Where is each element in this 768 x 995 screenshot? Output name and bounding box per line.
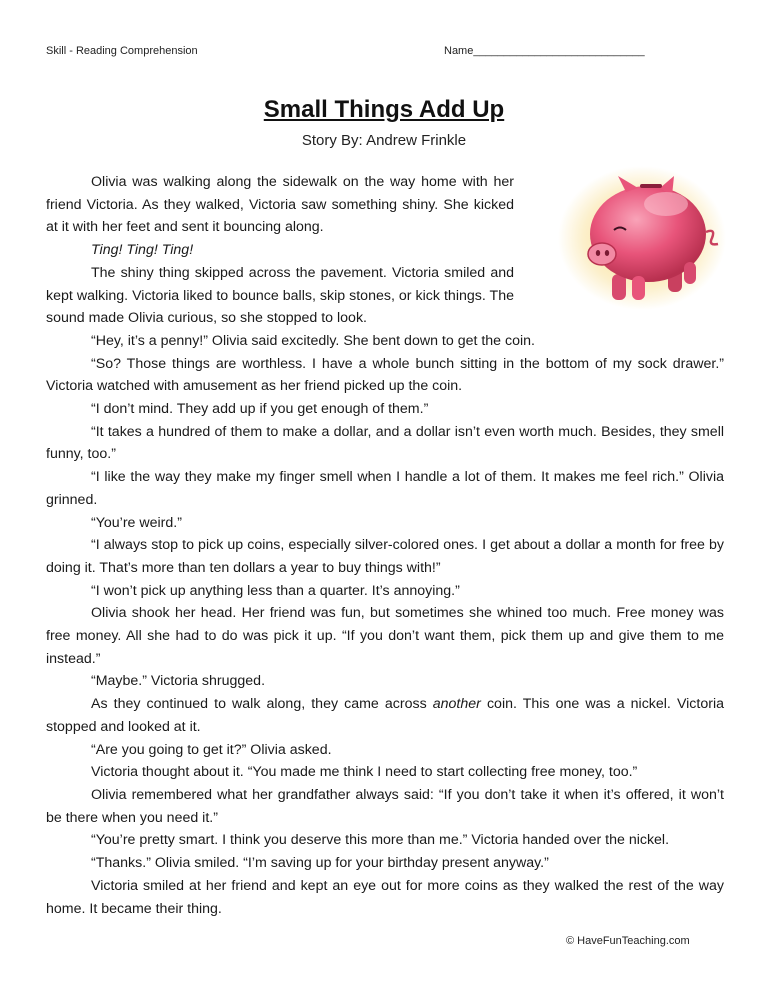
- paragraph-text: As they continued to walk along, they came across: [91, 696, 433, 713]
- sound-effect-text: Ting! Ting! Ting!: [91, 242, 194, 259]
- paragraph: Victoria thought about it. “You made me think I need to start collecting free money, too.”: [91, 764, 638, 781]
- story-text: [46, 171, 724, 920]
- paragraph: “I won’t pick up anything less than a quarter. It’s annoying.”: [91, 582, 460, 599]
- paragraph: “You’re pretty smart. I think you deserve this more than me.” Victoria handed over the nickel.: [91, 832, 670, 849]
- paragraph-text: coin. This one was a nickel. Victoria stopped and looked at it.: [46, 696, 724, 735]
- emphasis-text: another: [432, 696, 481, 713]
- paragraph: [46, 239, 724, 262]
- paragraph: The shiny thing skipped across the pavement. Victoria smiled and kept walking. Victoria liked to bounce balls, skip stones, or kick things. The sound made Olivia curious, so she stopped to look.: [46, 264, 514, 327]
- skill-label: Skill - Reading Comprehension: [46, 45, 198, 57]
- paragraph: “Hey, it’s a penny!” Olivia said excitedly. She bent down to get the coin.: [91, 332, 535, 349]
- name-field-label: Name____________________________: [444, 45, 645, 57]
- paragraph: “I like the way they make my finger smell when I handle a lot of them. It makes me feel rich.” Olivia grinned.: [46, 469, 724, 508]
- paragraph: “Thanks.” Olivia smiled. “I’m saving up for your birthday present anyway.”: [91, 855, 549, 872]
- paragraph: “You’re weird.”: [91, 514, 182, 531]
- paragraph: [46, 693, 724, 738]
- paragraph: Olivia shook her head. Her friend was fun, but sometimes she whined too much. Free money was free money. All she had to do was pick it up. “If you don’t want them, pick them up and give them to me instead.”: [46, 605, 724, 667]
- story-author: Story By: Andrew Frinkle: [301, 132, 467, 149]
- paragraph: “I always stop to pick up coins, especially silver-colored ones. I get about a dollar a month for free by doing it. That’s more than ten dollars a year to buy things with!”: [46, 537, 724, 576]
- copyright-footer: © HaveFunTeaching.com: [566, 935, 690, 947]
- paragraph: “I don’t mind. They add up if you get enough of them.”: [91, 401, 429, 418]
- paragraph: Olivia was walking along the sidewalk on the way home with her friend Victoria. As they walked, Victoria saw something shiny. She kicked at it with her feet and sent it bouncing along.: [46, 174, 514, 236]
- paragraph: “Are you going to get it?” Olivia asked.: [91, 741, 332, 758]
- paragraph: “So? Those things are worthless. I have a whole bunch sitting in the bottom of my sock drawer.” Victoria watched with amusement as her friend picked up the coin.: [46, 355, 724, 395]
- paragraph: Victoria smiled at her friend and kept an eye out for more coins as they walked the rest of the way home. It became their thing.: [46, 877, 724, 917]
- paragraph: Olivia remembered what her grandfather always said: “If you don’t take it when it’s offered, it won’t be there when you need it.”: [46, 786, 724, 826]
- paragraph: “It takes a hundred of them to make a dollar, and a dollar isn’t even worth much. Besides, they smell funny, too.”: [46, 423, 724, 463]
- story-title: Small Things Add Up: [263, 96, 505, 123]
- paragraph: “Maybe.” Victoria shrugged.: [91, 673, 266, 690]
